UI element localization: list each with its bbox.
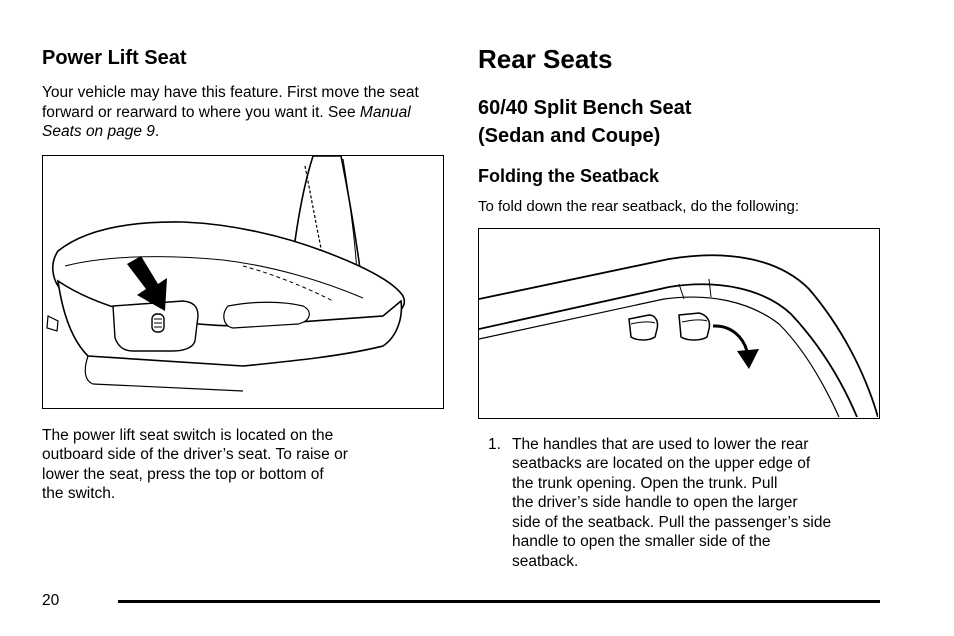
passenger-side-handle: [679, 313, 710, 340]
page-number: 20: [42, 592, 60, 609]
trunk-handles-drawing: [479, 229, 878, 417]
trunk-frame-inner: [479, 284, 857, 417]
fold-steps-list: [478, 435, 888, 572]
power-lift-intro: [42, 83, 446, 142]
pull-arrow-head: [737, 349, 759, 369]
right-column: [478, 42, 888, 571]
driver-side-handle: [629, 315, 658, 340]
footer-rule: [118, 600, 880, 603]
power-lift-caption: The power lift seat switch is located on the outboard side of the driver’s seat. To raise or lower the seat, press the top or bottom of the switch.: [42, 426, 348, 502]
intro-text: Your vehicle may have this feature. First move the seat forward or rearward to where you want it. See: [42, 84, 419, 121]
power-lift-seat-heading: Power Lift Seat: [42, 47, 187, 69]
split-bench-subtitle: 60/40 Split Bench Seat (Sedan and Coupe): [478, 97, 692, 147]
trunk-handles-illustration: [478, 228, 880, 419]
intro-end: .: [154, 123, 160, 140]
pull-arrow-stroke: [713, 325, 747, 350]
rear-seats-title: Rear Seats: [478, 44, 613, 74]
left-column: [42, 44, 446, 504]
folding-seatback-heading: Folding the Seatback: [478, 166, 660, 186]
power-seat-illustration: [42, 155, 444, 409]
manual-seats-link[interactable]: Manual Seats on page 9: [42, 103, 411, 140]
step-item: 1. The handles that are used to lower the rear seatbacks are located on the upper edge of the trunk opening. Open the trunk. Pull the driver’s side handle to open the larger side of the seatback. Pull the passenger’s side handle to open the smaller side of the seatback.: [488, 435, 832, 570]
fold-lead-text: To fold down the rear seatback, do the following:: [478, 198, 800, 215]
step-number: 1.: [488, 435, 501, 453]
trunk-frame-outer: [479, 255, 878, 417]
power-seat-drawing: [43, 156, 442, 407]
